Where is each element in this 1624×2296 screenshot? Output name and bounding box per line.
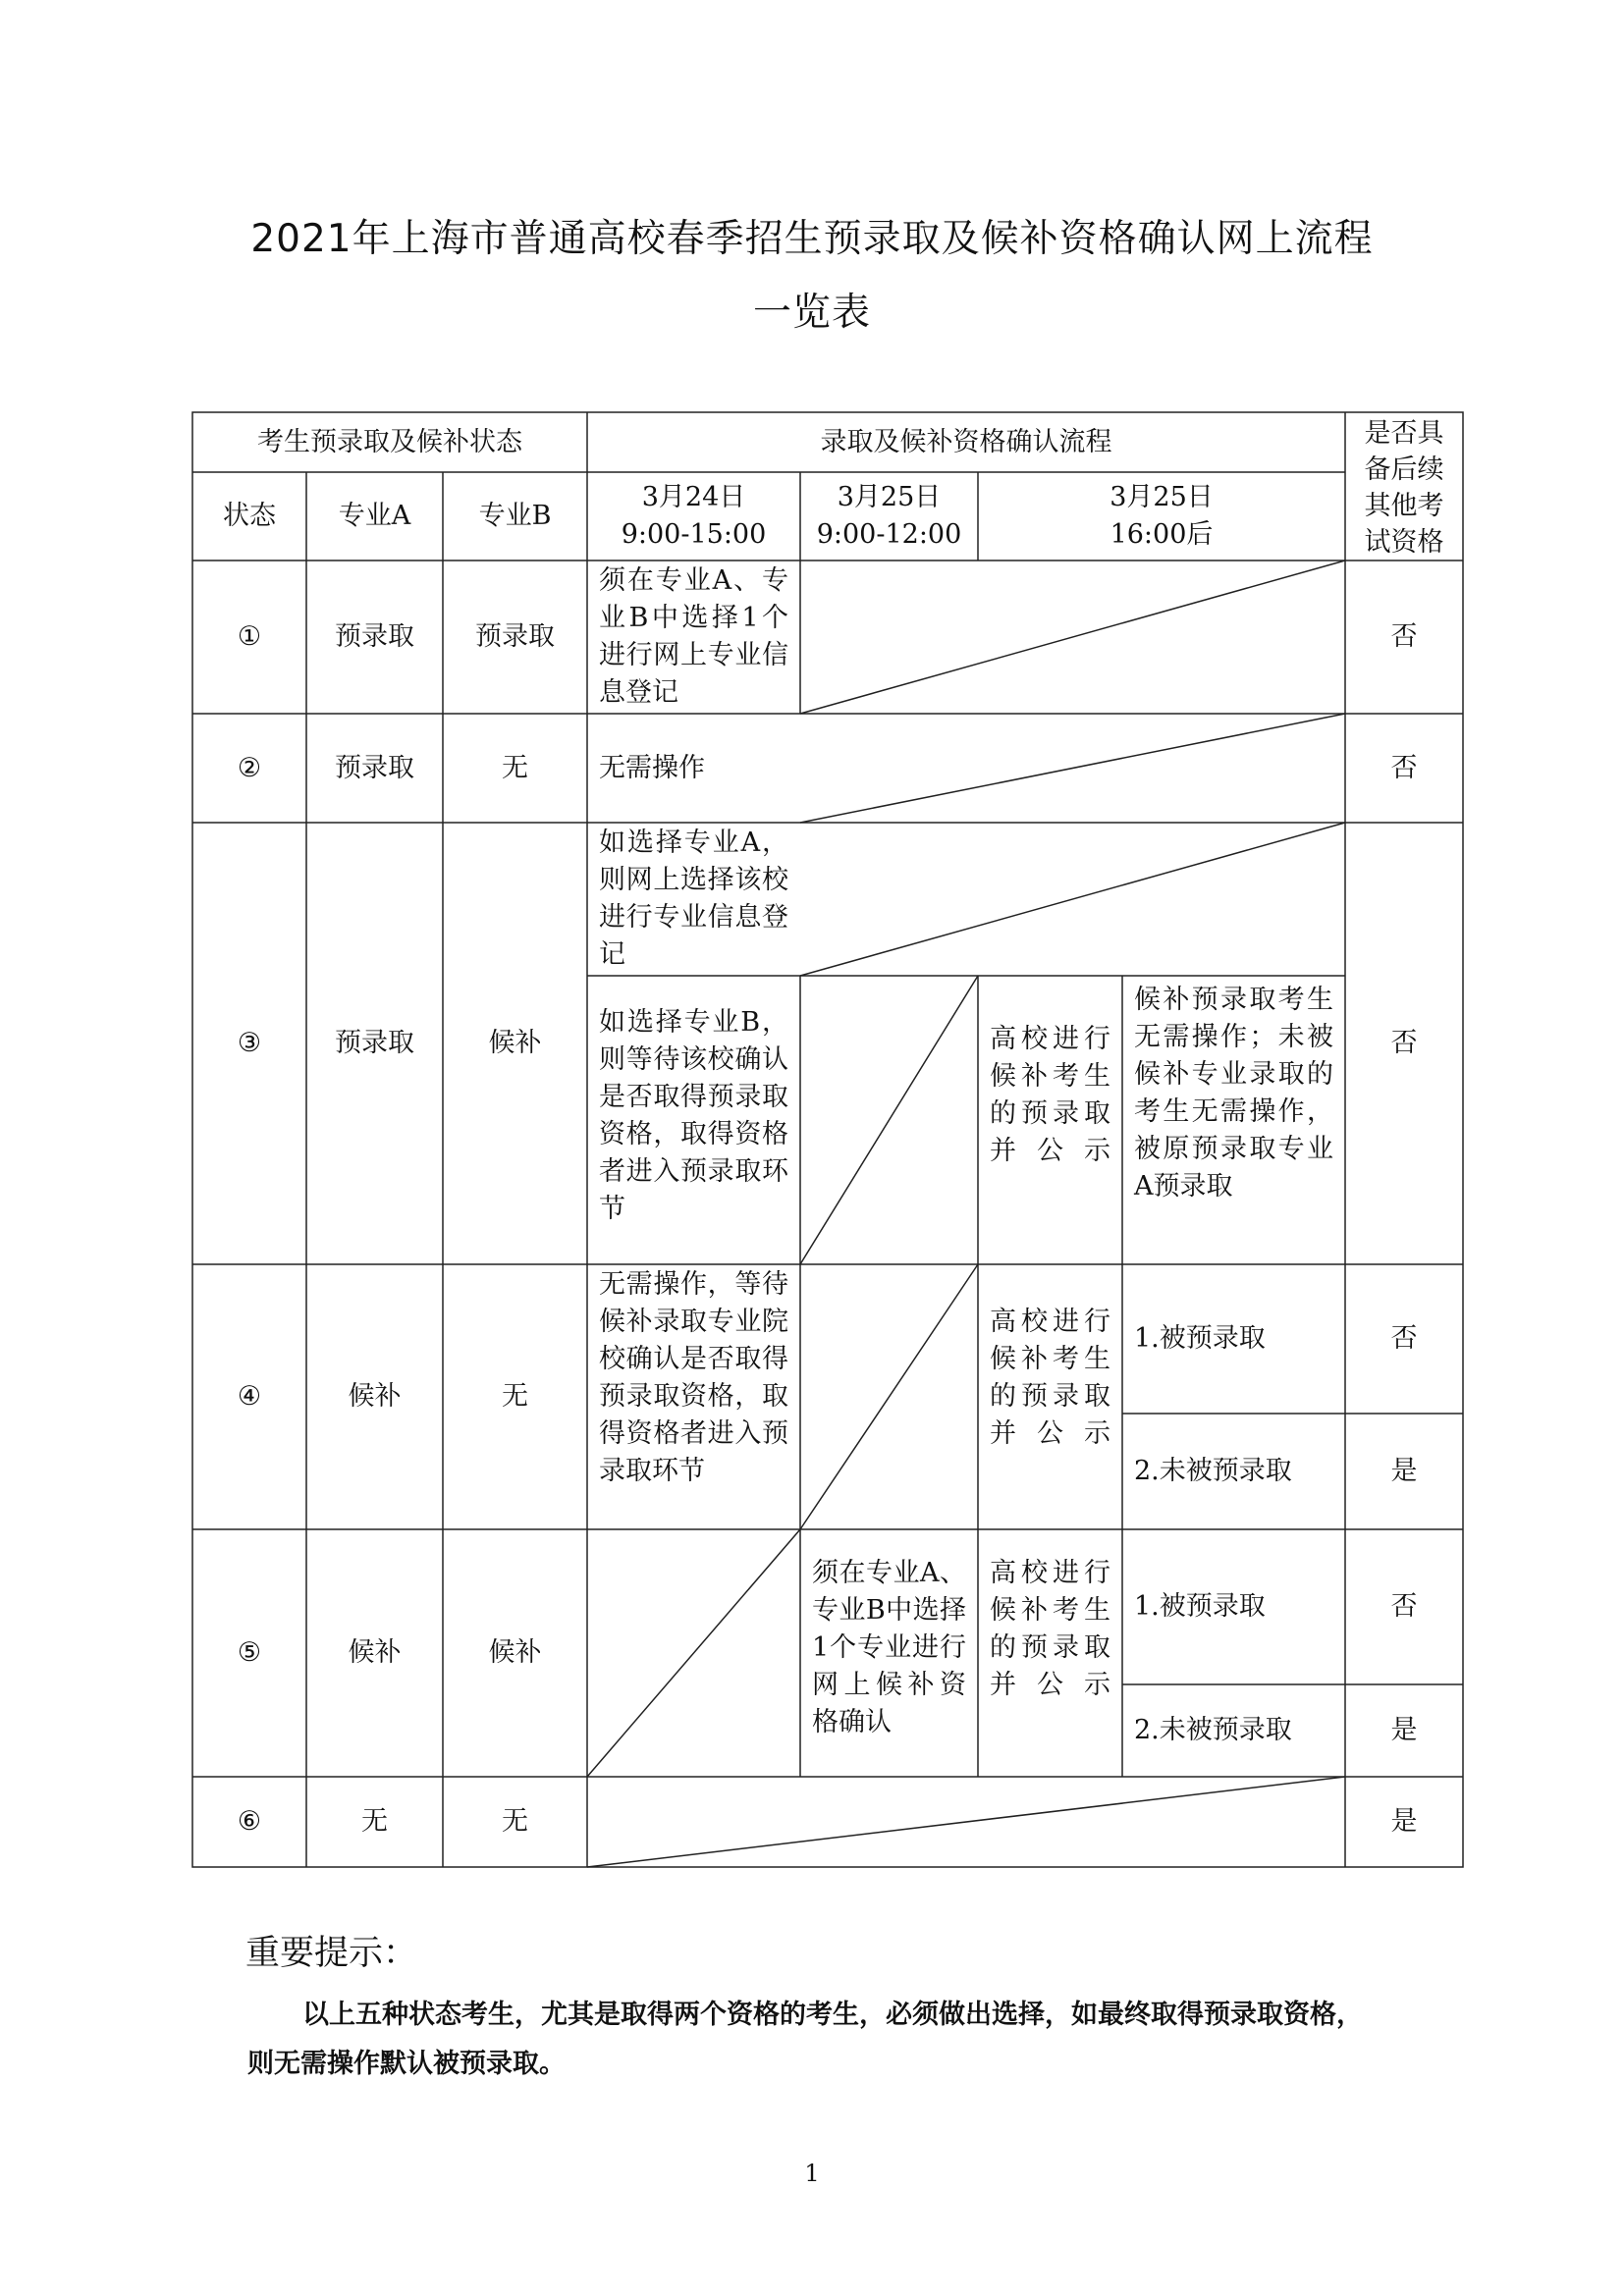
empty-cell-diagonal: [587, 1529, 800, 1777]
row3-step-4: 候补预录取考生无需操作；未被候补专业录取的考生无需操作，被原预录取专业A预录取: [1134, 985, 1333, 1201]
page-number: 1: [804, 2160, 820, 2187]
row5-major-b: 候补: [488, 1637, 542, 1668]
row5-status: ⑤: [237, 1637, 262, 1668]
row5-outcome-2: 2.未被预录取: [1134, 1715, 1292, 1745]
row4-step-1: 无需操作，等待候补录取专业院校确认是否取得预录取资格，取得资格者进入预录取环节: [599, 1269, 788, 1486]
header-col-status: 状态: [223, 501, 276, 531]
row3-major-b: 候补: [488, 1028, 542, 1058]
row4-step-3: 高校进行候补考生的预录取并公示: [990, 1307, 1110, 1449]
row1-major-b: 预录取: [475, 621, 555, 652]
row2-major-a: 预录取: [335, 752, 414, 783]
row4-eligibility-2: 是: [1390, 1456, 1418, 1486]
row3-step-3: 高校进行候补考生的预录取并公示: [990, 1024, 1110, 1166]
row5-step-3: 高校进行候补考生的预录取并公示: [990, 1558, 1110, 1700]
document-title-line-1: 2021年上海市普通高校春季招生预录取及候补资格确认网上流程: [250, 217, 1374, 261]
row6-status: ⑥: [237, 1806, 262, 1837]
row5-outcome-1: 1.被预录取: [1134, 1591, 1266, 1622]
row3-eligibility: 否: [1390, 1028, 1418, 1058]
row4-major-b: 无: [502, 1381, 528, 1412]
row3-major-a: 预录取: [335, 1028, 414, 1058]
row4-outcome-2: 2.未被预录取: [1134, 1456, 1292, 1486]
document-title-line-2: 一览表: [752, 291, 871, 335]
row5-major-a: 候补: [348, 1637, 402, 1668]
row4-major-a: 候补: [348, 1381, 402, 1412]
empty-cell-diagonal: [800, 1264, 978, 1529]
row2-eligibility: 否: [1390, 752, 1418, 783]
empty-cell-diagonal: [800, 714, 1345, 823]
row2-step-1: 无需操作: [599, 752, 705, 783]
header-date-3: 3月25日 16:00后: [1110, 482, 1214, 550]
header-date-1: 3月24日 9:00-15:00: [621, 482, 767, 550]
row1-step-1: 须在专业A、专业B中选择1个进行网上专业信息登记: [599, 565, 788, 708]
row4-status: ④: [237, 1381, 262, 1412]
row3-step-1-option-a: 如选择专业A，则网上选择该校进行专业信息登记: [599, 828, 788, 970]
empty-cell-diagonal: [800, 823, 1345, 976]
row4-outcome-1: 1.被预录取: [1134, 1323, 1266, 1354]
empty-cell-diagonal: [800, 561, 1345, 714]
header-date-2: 3月25日 9:00-12:00: [816, 482, 962, 550]
row2-status: ②: [237, 752, 262, 783]
row3-status: ③: [237, 1028, 262, 1058]
row5-step-2: 须在专业A、专业B中选择1个专业进行网上候补资格确认: [812, 1558, 966, 1737]
row6-major-b: 无: [502, 1806, 528, 1837]
empty-cell-diagonal: [587, 1777, 1345, 1867]
row1-eligibility: 否: [1390, 621, 1418, 652]
row5-eligibility-2: 是: [1390, 1715, 1418, 1745]
row3-step-1-option-b: 如选择专业B，则等待该校确认是否取得预录取资格，取得资格者进入预录取环节: [599, 1007, 788, 1224]
row2-major-b: 无: [502, 752, 528, 783]
empty-cell-diagonal: [800, 976, 978, 1264]
row1-major-a: 预录取: [335, 621, 414, 652]
row1-status: ①: [237, 621, 262, 652]
row4-eligibility-1: 否: [1390, 1323, 1418, 1354]
row6-eligibility: 是: [1390, 1806, 1418, 1837]
header-col-major-b: 专业B: [478, 501, 552, 531]
header-eligibility: 是否具备后续其他考试资格: [1364, 417, 1444, 558]
row6-major-a: 无: [361, 1806, 388, 1837]
row5-eligibility-1: 否: [1390, 1591, 1418, 1622]
header-process-group: 录取及候补资格确认流程: [820, 426, 1112, 457]
header-status-group: 考生预录取及候补状态: [257, 426, 522, 457]
tips-body: 以上五种状态考生，尤其是取得两个资格的考生，必须做出选择，如最终取得预录取资格，则无需操作默认被预录取。: [247, 2000, 1363, 2079]
tips-heading: 重要提示：: [245, 1934, 418, 1973]
header-col-major-a: 专业A: [338, 501, 411, 531]
